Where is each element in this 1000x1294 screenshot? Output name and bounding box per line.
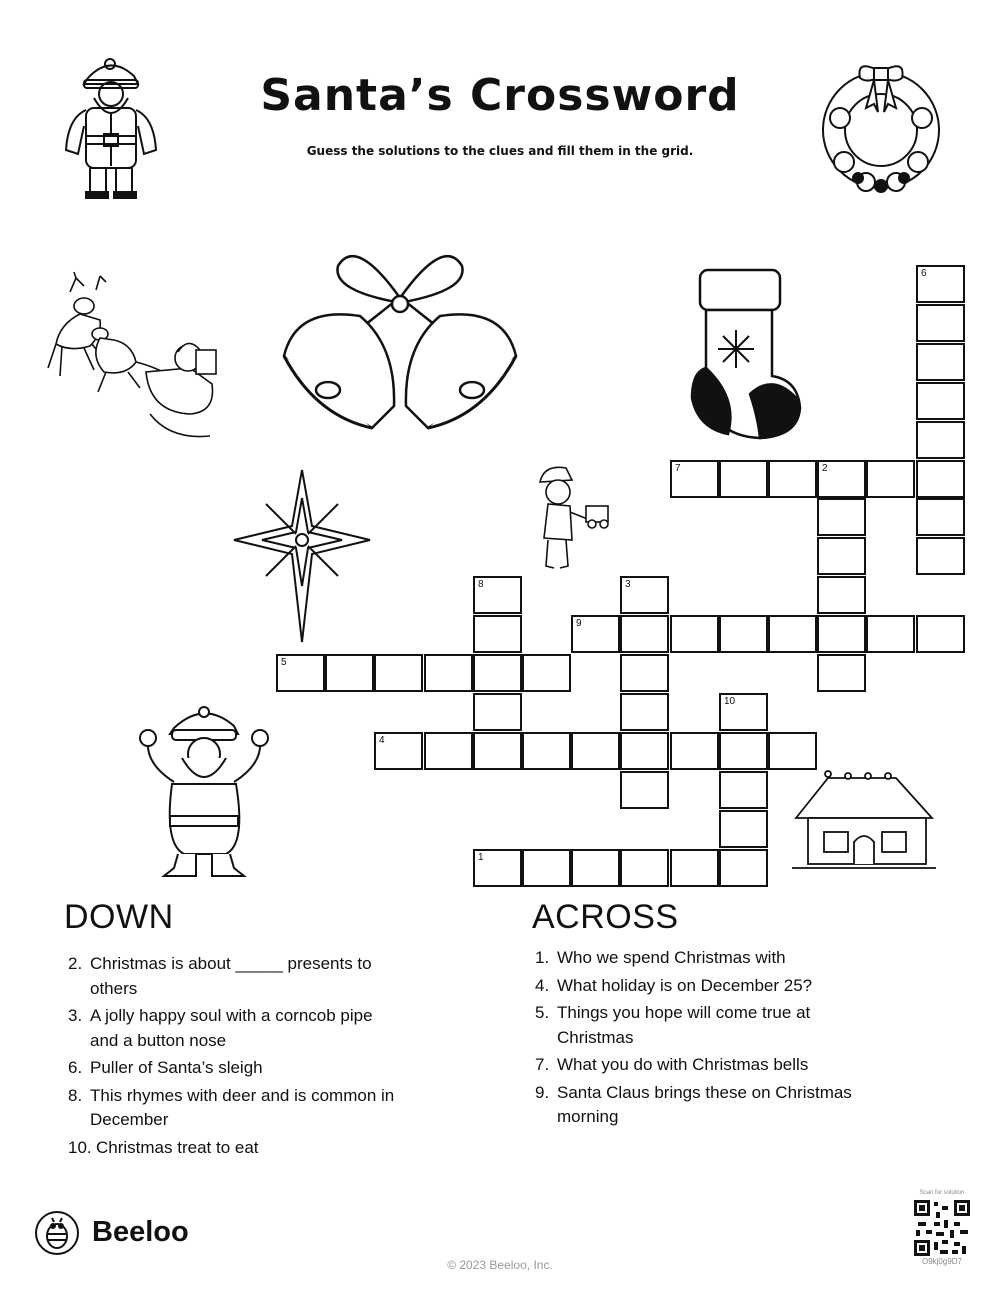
crossword-cell[interactable] bbox=[719, 693, 768, 731]
crossword-cell[interactable] bbox=[916, 343, 965, 381]
clue-text: Things you hope will come true at Christmas bbox=[557, 1003, 811, 1047]
crossword-cell[interactable] bbox=[620, 771, 669, 809]
copyright-text: © 2023 Beeloo, Inc. bbox=[447, 1258, 553, 1272]
across-heading: ACROSS bbox=[532, 898, 679, 936]
cell-number: 3 bbox=[625, 579, 631, 590]
clue-item bbox=[68, 1084, 398, 1133]
clue-number: 6. bbox=[68, 1058, 83, 1077]
crossword-cell[interactable] bbox=[719, 810, 768, 848]
crossword-cell[interactable] bbox=[916, 304, 965, 342]
cell-number: 1 bbox=[478, 852, 484, 863]
crossword-cell[interactable] bbox=[916, 382, 965, 420]
clue-number: 8. bbox=[68, 1085, 83, 1105]
wreath-icon bbox=[816, 58, 946, 198]
crossword-cell[interactable] bbox=[719, 615, 768, 653]
clue-item bbox=[68, 952, 398, 1001]
crossword-cell[interactable] bbox=[817, 615, 866, 653]
clue-number: 3. bbox=[68, 1006, 83, 1025]
clue-text: What holiday is on December 25? bbox=[557, 975, 813, 995]
cell-number: 6 bbox=[921, 268, 927, 279]
crossword-cell[interactable] bbox=[571, 615, 620, 653]
crossword-cell[interactable] bbox=[522, 654, 571, 692]
cell-number: 10 bbox=[724, 696, 736, 707]
crossword-cell[interactable] bbox=[620, 732, 669, 770]
clue-number: 5. bbox=[535, 1003, 550, 1022]
crossword-cell[interactable] bbox=[916, 615, 965, 653]
clue-item bbox=[68, 1136, 398, 1161]
crossword-cell[interactable] bbox=[620, 693, 669, 731]
clue-number: 7. bbox=[535, 1055, 550, 1074]
clue-number: 4. bbox=[535, 975, 550, 995]
crossword-cell[interactable] bbox=[719, 849, 768, 887]
crossword-cell[interactable] bbox=[325, 654, 374, 692]
santa-waving-icon bbox=[134, 704, 276, 880]
page-title: Santa’s Crossword bbox=[260, 70, 740, 121]
clue-text: Santa Claus brings these on Christmas morning bbox=[557, 1082, 852, 1126]
santa-icon bbox=[58, 58, 164, 200]
clue-text: What you do with Christmas bells bbox=[557, 1055, 809, 1074]
crossword-cell[interactable] bbox=[522, 732, 571, 770]
clue-number: 10. bbox=[68, 1137, 92, 1157]
crossword-cell[interactable] bbox=[571, 732, 620, 770]
clue-text: Christmas treat to eat bbox=[96, 1137, 259, 1157]
crossword-cell[interactable] bbox=[817, 576, 866, 614]
cell-number: 8 bbox=[478, 579, 484, 590]
crossword-cell[interactable] bbox=[670, 849, 719, 887]
clue-text: This rhymes with deer and is common in December bbox=[90, 1085, 395, 1129]
crossword-cell[interactable] bbox=[473, 576, 522, 614]
crossword-cell[interactable] bbox=[768, 460, 817, 498]
cell-number: 4 bbox=[379, 735, 385, 746]
crossword-cell[interactable] bbox=[916, 265, 965, 303]
crossword-cell[interactable] bbox=[817, 654, 866, 692]
crossword-cell[interactable] bbox=[374, 732, 423, 770]
clue-item bbox=[535, 1001, 855, 1050]
crossword-cell[interactable] bbox=[670, 732, 719, 770]
reindeer-sleigh-icon bbox=[40, 272, 218, 444]
crossword-grid bbox=[276, 265, 966, 887]
clue-item bbox=[535, 974, 855, 999]
crossword-cell[interactable] bbox=[620, 654, 669, 692]
crossword-cell[interactable] bbox=[719, 460, 768, 498]
crossword-cell[interactable] bbox=[719, 732, 768, 770]
crossword-cell[interactable] bbox=[817, 460, 866, 498]
cell-number: 5 bbox=[281, 657, 287, 668]
down-heading: DOWN bbox=[64, 898, 174, 936]
across-clue-list bbox=[535, 946, 855, 1133]
clue-item bbox=[68, 1056, 398, 1081]
bee-logo-icon bbox=[34, 1210, 80, 1256]
clue-number: 9. bbox=[535, 1082, 550, 1102]
crossword-cell[interactable] bbox=[276, 654, 325, 692]
crossword-cell[interactable] bbox=[719, 771, 768, 809]
clue-item bbox=[535, 946, 855, 971]
clue-number: 2. bbox=[68, 954, 83, 973]
crossword-cell[interactable] bbox=[768, 615, 817, 653]
page-subtitle: Guess the solutions to the clues and fill them in the grid. bbox=[306, 144, 694, 158]
crossword-cell[interactable] bbox=[522, 849, 571, 887]
crossword-cell[interactable] bbox=[473, 615, 522, 653]
qr-code-text: O9kj0g9D7 bbox=[921, 1257, 963, 1266]
crossword-cell[interactable] bbox=[670, 460, 719, 498]
clue-item bbox=[535, 1081, 855, 1130]
crossword-cell[interactable] bbox=[473, 732, 522, 770]
clue-item bbox=[535, 1053, 855, 1078]
crossword-cell[interactable] bbox=[620, 615, 669, 653]
crossword-cell[interactable] bbox=[670, 615, 719, 653]
crossword-cell[interactable] bbox=[768, 732, 817, 770]
crossword-cell[interactable] bbox=[916, 498, 965, 536]
cell-number: 7 bbox=[675, 463, 681, 474]
crossword-cell[interactable] bbox=[473, 654, 522, 692]
crossword-cell[interactable] bbox=[916, 537, 965, 575]
crossword-cell[interactable] bbox=[473, 693, 522, 731]
cell-number: 9 bbox=[576, 618, 582, 629]
crossword-cell[interactable] bbox=[571, 849, 620, 887]
clue-text: Christmas is about _____ presents to others bbox=[90, 954, 372, 998]
brand-name: Beeloo bbox=[92, 1216, 189, 1248]
crossword-cell[interactable] bbox=[424, 654, 473, 692]
qr-code-icon[interactable] bbox=[914, 1200, 970, 1256]
crossword-cell[interactable] bbox=[817, 498, 866, 536]
crossword-cell[interactable] bbox=[620, 576, 669, 614]
cell-number: 2 bbox=[822, 463, 828, 474]
crossword-cell[interactable] bbox=[620, 849, 669, 887]
crossword-cell[interactable] bbox=[866, 460, 915, 498]
clue-item bbox=[68, 1004, 398, 1053]
crossword-cell[interactable] bbox=[817, 537, 866, 575]
clue-text: Who we spend Christmas with bbox=[557, 948, 786, 967]
crossword-cell[interactable] bbox=[374, 654, 423, 692]
down-clue-list bbox=[68, 952, 398, 1163]
crossword-cell[interactable] bbox=[916, 421, 965, 459]
crossword-cell[interactable] bbox=[866, 615, 915, 653]
crossword-cell[interactable] bbox=[916, 460, 965, 498]
clue-number: 1. bbox=[535, 948, 550, 967]
clue-text: A jolly happy soul with a corncob pipe and a button nose bbox=[90, 1006, 373, 1050]
qr-label: Scan for solution bbox=[919, 1190, 965, 1196]
clue-text: Puller of Santa’s sleigh bbox=[90, 1058, 263, 1077]
crossword-cell[interactable] bbox=[473, 849, 522, 887]
crossword-cell[interactable] bbox=[424, 732, 473, 770]
